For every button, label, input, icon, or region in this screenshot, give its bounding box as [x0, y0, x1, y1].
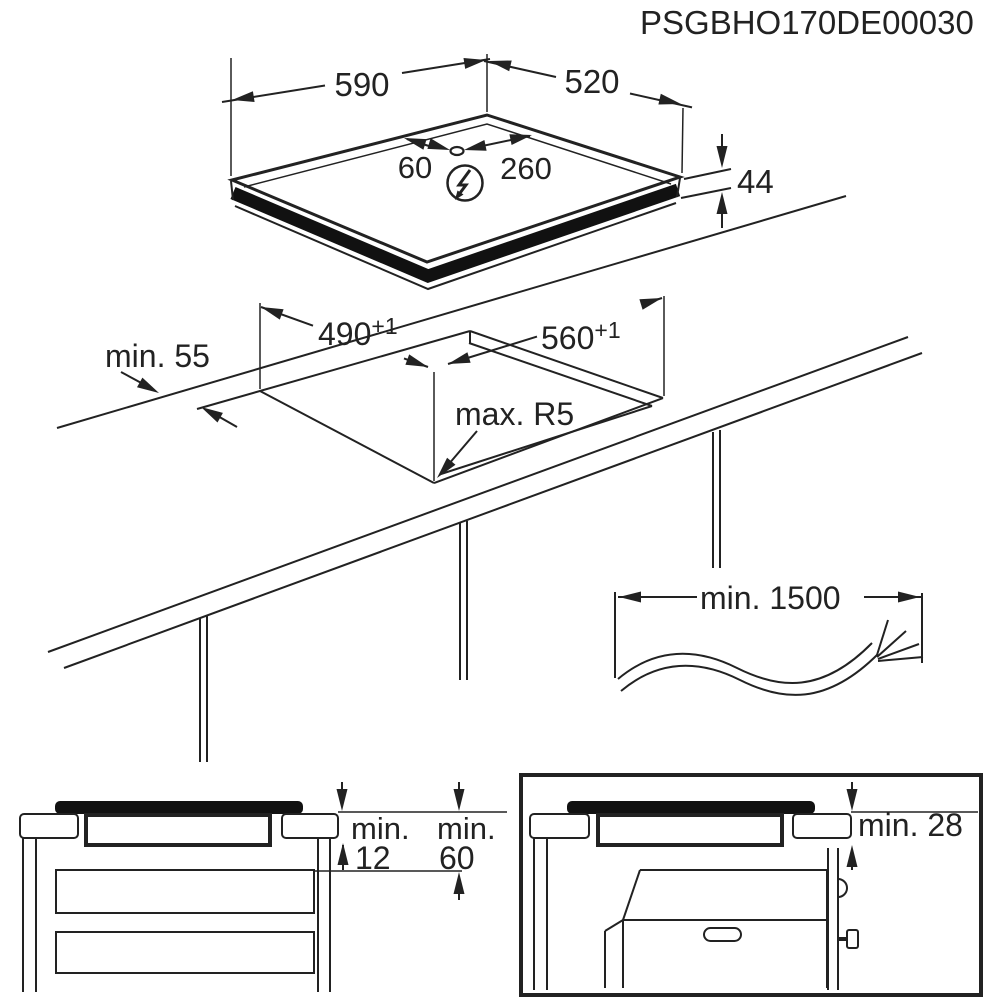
- min28-label: min. 28: [858, 807, 963, 843]
- hob-glass-bar-2: [567, 801, 815, 814]
- worktop-left-piece: [20, 814, 78, 838]
- min60-value: 60: [439, 840, 475, 876]
- oven-knob: [847, 930, 858, 948]
- dim-560-label: $560^{+1}$: [541, 317, 621, 356]
- dim-min55: [105, 338, 237, 427]
- dim-44: [681, 134, 774, 228]
- cable-gland-oval: [451, 147, 464, 155]
- dim-maxR5-label: max. R5: [455, 396, 575, 432]
- oven-clearance-section: [521, 775, 981, 995]
- hob-chassis: [86, 815, 270, 845]
- dim-44-label: 44: [737, 163, 774, 200]
- product-code: PSGBHO170DE00030: [640, 4, 974, 41]
- oven-handle: [704, 928, 741, 941]
- hinge-bump: [838, 879, 847, 897]
- worktop-right-piece-2: [793, 814, 851, 838]
- worktop-cutout-view: [48, 296, 922, 762]
- worktop-right-piece: [282, 814, 338, 838]
- cable-length-label: min. 1500: [700, 580, 841, 616]
- dim-520-label: 520: [564, 63, 620, 100]
- drawer-bottom: [56, 932, 314, 973]
- min12-value: 12: [355, 840, 391, 876]
- drawer-top: [56, 870, 314, 913]
- dim-60-label: 60: [397, 150, 433, 185]
- worktop-left-piece-2: [530, 814, 589, 838]
- drawer-clearance-section: [20, 782, 507, 992]
- dim-min55-label: min. 55: [105, 338, 210, 374]
- oven-outline: [605, 870, 858, 988]
- min60-prefix: min.: [437, 811, 496, 846]
- dim-490-label: $490^{+1}$: [318, 313, 398, 352]
- hob-glass-bar: [55, 801, 303, 814]
- min12-prefix: min.: [351, 811, 410, 846]
- dim-260-label: 260: [500, 151, 552, 186]
- power-cable-view: [615, 580, 923, 695]
- power-cable-icon: [618, 620, 923, 695]
- lightning-icon: [448, 166, 483, 201]
- dim-590-label: 590: [334, 66, 390, 103]
- hob-chassis-2: [598, 815, 782, 845]
- dim-490: [260, 303, 428, 389]
